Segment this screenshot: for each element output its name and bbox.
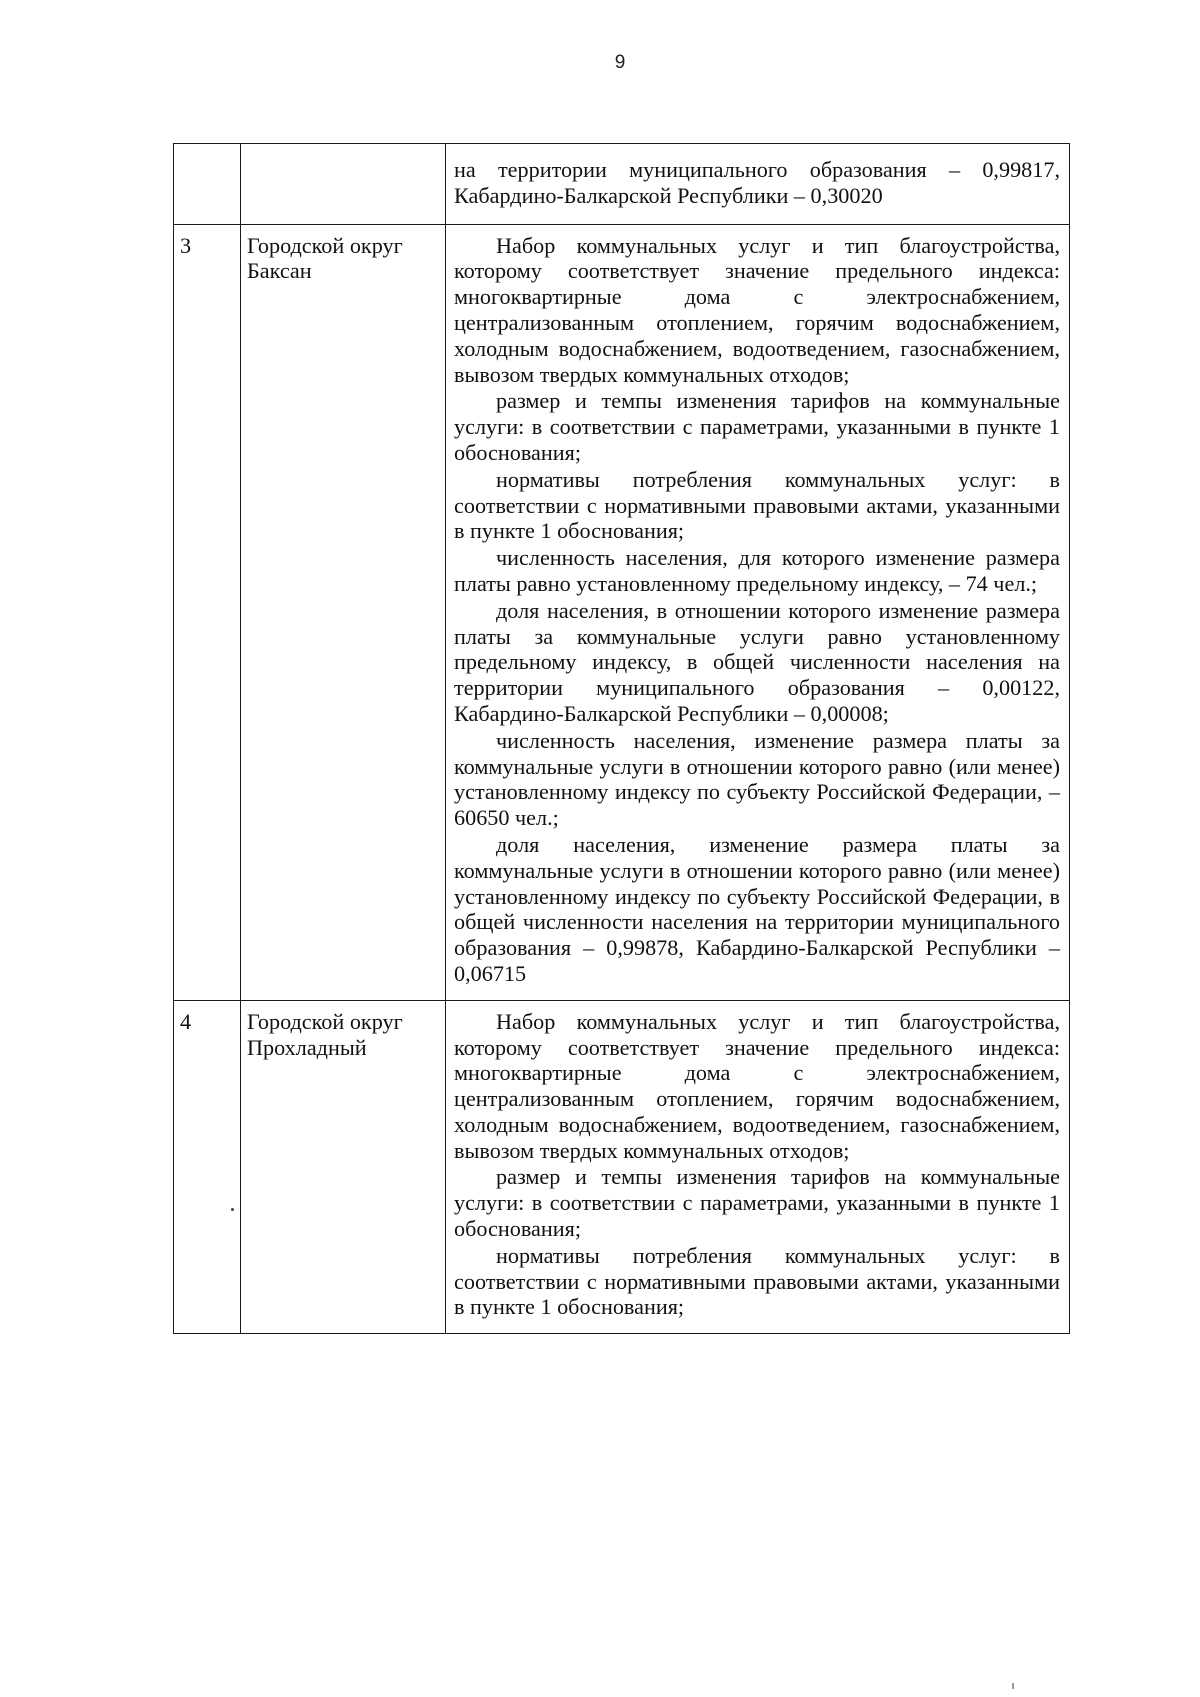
description-paragraph: нормативы потребления коммунальных услуг: в соответствии с нормативными правовыми актами, указанными в пункте 1 обоснования; bbox=[454, 466, 1060, 544]
table-body bbox=[174, 144, 1070, 1334]
municipality-name-line: Городской округ bbox=[247, 232, 403, 258]
page-number: 9 bbox=[614, 52, 626, 73]
description-paragraph: численность населения, изменение размера платы за коммунальные услуги в отношении которого равно (или менее) установленному индексу по субъекту Российской Федерации, – 60650 чел.; bbox=[454, 727, 1060, 831]
description-paragraph: размер и темпы изменения тарифов на коммунальные услуги: в соответствии с параметрами, указанными в пункте 1 обоснования; bbox=[454, 388, 1060, 465]
description-cell bbox=[446, 144, 1070, 225]
description-paragraph: доля населения, в отношении которого изменение размера платы за коммунальные услуги равно установленному предельному индексу, в общей численности населения на территории муниципального образования – 0,00122, Кабардино-Балкарской Республики – 0,00008; bbox=[454, 597, 1060, 726]
description-paragraph: нормативы потребления коммунальных услуг: в соответствии с нормативными правовыми актами, указанными в пункте 1 обоснования; bbox=[454, 1242, 1060, 1320]
description-paragraph: доля населения, изменение размера платы за коммунальные услуги в отношении которого равно (или менее) установленному индексу по субъекту Российской Федерации, в общей численности населения на территории муниципального образования – 0,99878, Кабардино-Балкарской Республики – 0,06715 bbox=[454, 831, 1060, 986]
description-paragraph: Набор коммунальных услуг и тип благоустройства, которому соответствует значение предельного индекса: многоквартирные дома с электроснабжением, централизованным отоплением, горячим водоснабжением, холодным водоснабжением, водоотведением, газоснабжением, вывозом твердых коммунальных отходов; bbox=[454, 1008, 1060, 1163]
row-number-cell: 4 bbox=[174, 1000, 241, 1334]
municipality-name-line: Баксан bbox=[247, 258, 312, 284]
municipality-name-cell bbox=[241, 144, 446, 225]
municipality-name-line: Прохладный bbox=[247, 1034, 367, 1060]
scan-mark bbox=[1012, 1683, 1014, 1689]
description-cell bbox=[446, 1000, 1070, 1334]
description-paragraph: Набор коммунальных услуг и тип благоустройства, которому соответствует значение предельного индекса: многоквартирные дома с электроснабжением, централизованным отоплением, горячим водоснабжением, холодным водоснабжением, водоотведением, газоснабжением, вывозом твердых коммунальных отходов; bbox=[454, 232, 1060, 387]
table-row bbox=[174, 1000, 1070, 1334]
description-cell bbox=[446, 224, 1070, 1000]
document-table bbox=[173, 143, 1070, 1334]
municipality-name-line: Городской округ bbox=[247, 1008, 403, 1034]
description-paragraph: размер и темпы изменения тарифов на коммунальные услуги: в соответствии с параметрами, указанными в пункте 1 обоснования; bbox=[454, 1164, 1060, 1242]
row-number-cell: 3 bbox=[174, 224, 241, 1000]
description-paragraph: на территории муниципального образования – 0,99817, Кабардино-Балкарской Республики – 0,30020 bbox=[454, 157, 1060, 208]
scan-speck bbox=[231, 1208, 234, 1211]
row-number-cell bbox=[174, 144, 241, 225]
table-row bbox=[174, 224, 1070, 1000]
municipality-name-cell bbox=[241, 1000, 446, 1334]
description-paragraph: численность населения, для которого изменение размера платы равно установленному предельному индексу, – 74 чел.; bbox=[454, 545, 1060, 596]
table-row bbox=[174, 144, 1070, 225]
municipality-name-cell bbox=[241, 224, 446, 1000]
